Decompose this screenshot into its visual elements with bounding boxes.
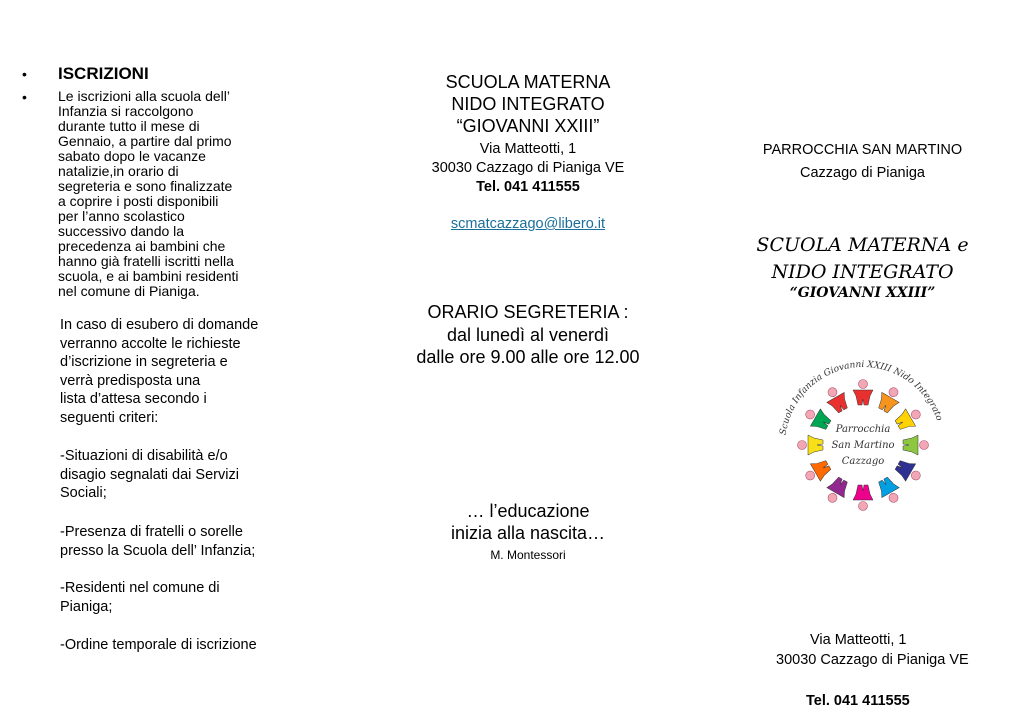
bullet-heading: • bbox=[22, 66, 27, 82]
iscrizioni-paragraph: Le iscrizioni alla scuola dell’ Infanzia si raccolgono durante tutto il mese di Gennaio, a partire dal primo sabato dopo le vacanze natalizie,in orario di segreteria e sono finalizzate a coprire i posti disponibili per l’anno scolastico successivo dando la precedenza ai bambini che hanno già fratelli iscritti nella scuola, e ai bambini residenti nel comune di Pianiga. bbox=[58, 88, 239, 299]
criterion-residents: -Residenti nel comune di Pianiga; bbox=[60, 580, 220, 615]
child-figure bbox=[903, 435, 929, 455]
child-figure bbox=[893, 456, 925, 486]
criterion-siblings: -Presenza di fratelli o sorelle presso la Scuola dell’ Infanzia; bbox=[60, 524, 256, 559]
back-address-city: 30030 Cazzago di Pianiga VE bbox=[776, 652, 969, 668]
quote-author: M. Montessori bbox=[490, 548, 566, 562]
address-street: Via Matteotti, 1 bbox=[479, 141, 577, 157]
child-figure bbox=[801, 404, 833, 434]
logo-ring-text: Scuola Infanzia Giovanni XXIII Nido Integrato bbox=[778, 360, 944, 436]
child-figure bbox=[853, 380, 873, 406]
quote: … l’educazione inizia alla nascita… bbox=[450, 501, 606, 543]
school-logo bbox=[778, 360, 948, 530]
address-city: 30030 Cazzago di Pianiga VE bbox=[431, 160, 625, 176]
parish-name: PARROCCHIA SAN MARTINO bbox=[762, 142, 963, 158]
criterion-temporal-order: -Ordine temporale di iscrizione bbox=[60, 637, 257, 653]
child-figure bbox=[798, 435, 824, 455]
child-figure bbox=[822, 475, 852, 507]
child-figure bbox=[874, 383, 904, 415]
cover-title: SCUOLA MATERNA e NIDO INTEGRATO bbox=[756, 234, 969, 283]
esubero-paragraph: In caso di esubero di domande verranno accolte le richieste d’iscrizione in segreteria e verrà predisposta una lista d’attesa secondo i seguenti criteri: bbox=[60, 317, 259, 426]
child-figure bbox=[822, 383, 852, 415]
office-hours: ORARIO SEGRETERIA : dal lunedì al venerdì dalle ore 9.00 alle ore 12.00 bbox=[416, 302, 640, 367]
back-address-street: Via Matteotti, 1 bbox=[810, 632, 907, 648]
logo-center-line1: Parrocchia bbox=[835, 424, 891, 435]
back-telephone: Tel. 041 411555 bbox=[806, 693, 910, 709]
email-link[interactable]: scmatcazzago@libero.it bbox=[450, 216, 606, 232]
telephone: Tel. 041 411555 bbox=[476, 179, 580, 195]
parish-town: Cazzago di Pianiga bbox=[800, 165, 925, 181]
criterion-disability: -Situazioni di disabilità e/o disagio segnalati dai Servizi Sociali; bbox=[60, 448, 239, 502]
child-figure bbox=[801, 456, 833, 486]
child-figure bbox=[853, 485, 873, 511]
child-figure bbox=[874, 475, 904, 507]
logo-center-line3: Cazzago bbox=[841, 456, 885, 467]
address-block bbox=[388, 140, 668, 178]
school-title: SCUOLA MATERNA NIDO INTEGRATO “GIOVANNI XXIII” bbox=[445, 72, 611, 136]
cover-subtitle: “GIOVANNI XXIII” bbox=[789, 285, 936, 301]
bullet-paragraph: • bbox=[22, 89, 27, 105]
iscrizioni-heading: ISCRIZIONI bbox=[58, 64, 149, 83]
logo-center-line2: San Martino bbox=[831, 440, 895, 451]
child-figure bbox=[893, 404, 925, 434]
